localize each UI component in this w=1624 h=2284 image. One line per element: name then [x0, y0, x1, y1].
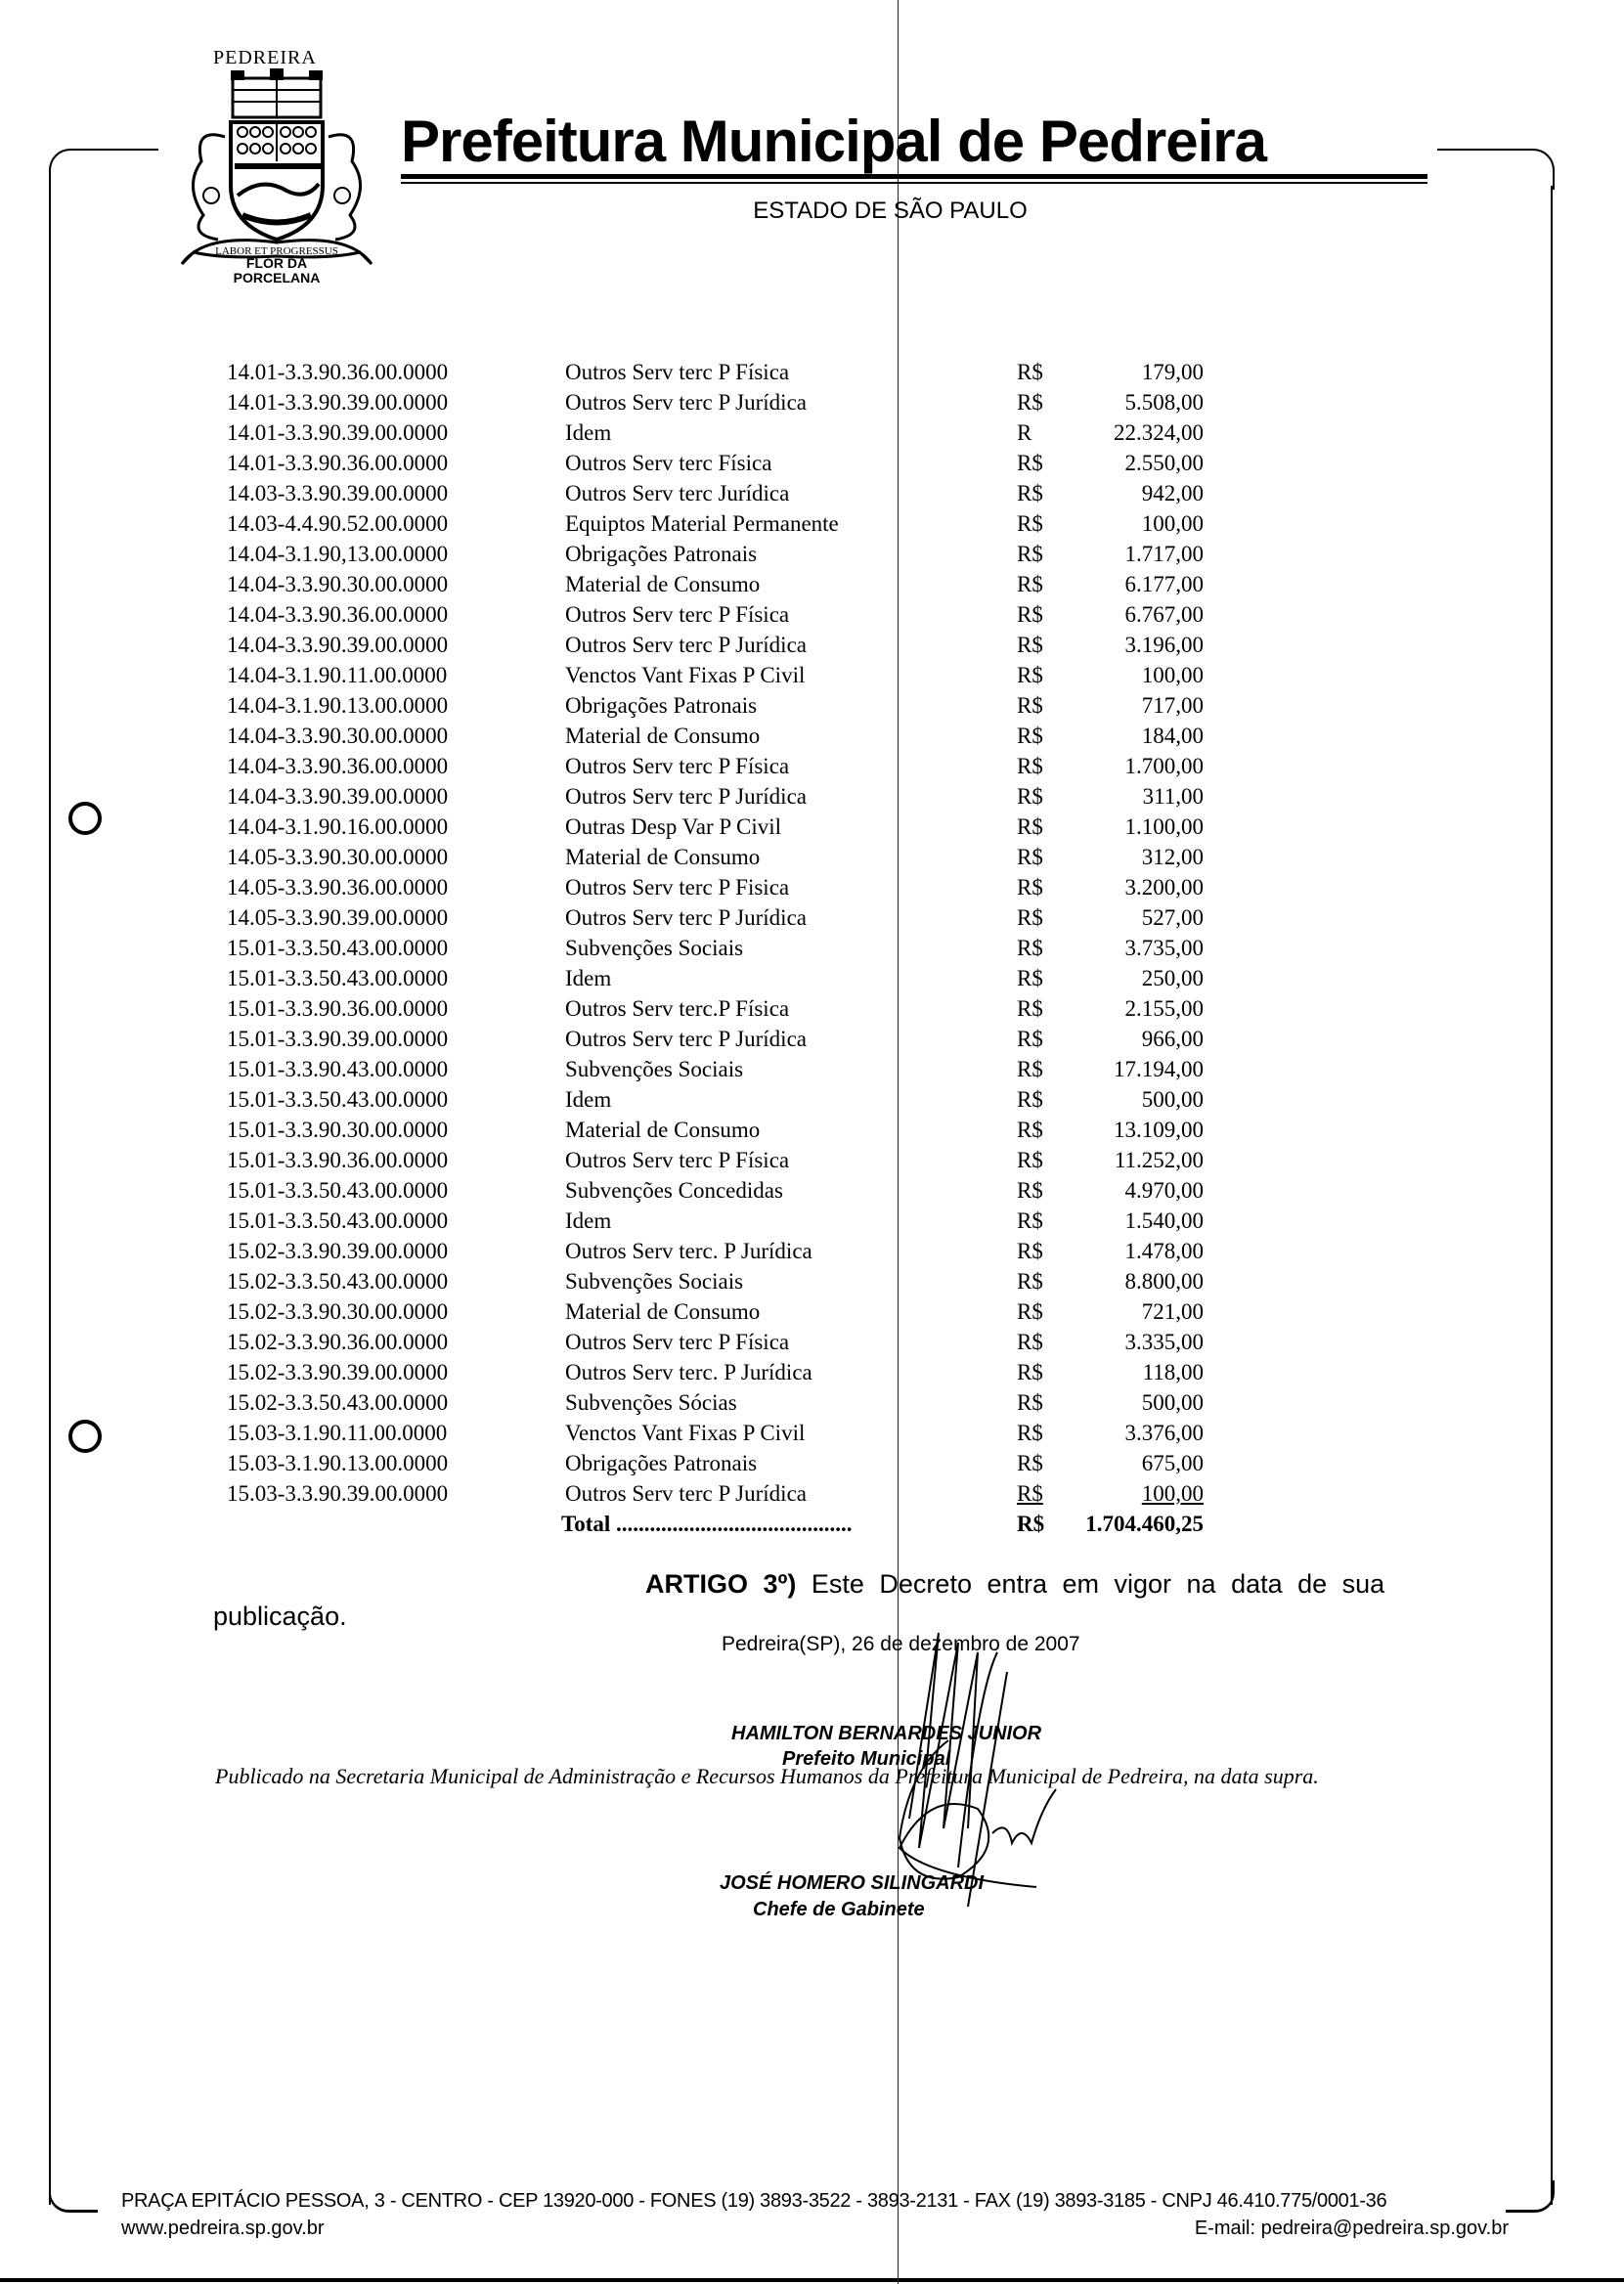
- currency-symbol: R$: [1017, 1027, 1043, 1051]
- amount-value: 250,00: [1141, 966, 1204, 990]
- expense-description: Equiptos Material Permanente: [565, 511, 839, 536]
- expense-description: Subvenções Sociais: [565, 936, 744, 960]
- table-row: [0, 1236, 1624, 1266]
- municipal-crest-logo: [164, 39, 389, 286]
- expense-description: Outros Serv terc.P Física: [565, 996, 790, 1021]
- amount-value: 8.800,00: [1124, 1269, 1204, 1294]
- expense-description: Outros Serv terc P Jurídica: [565, 390, 807, 415]
- table-row: [0, 357, 1624, 387]
- table-row: [0, 993, 1624, 1024]
- table-row: [0, 1418, 1624, 1448]
- table-row: [0, 751, 1624, 781]
- budget-table: [0, 357, 1624, 1539]
- table-row: [0, 902, 1624, 933]
- currency-symbol: R: [1017, 420, 1032, 445]
- amount-value: 1.478,00: [1124, 1239, 1204, 1263]
- currency-symbol: R$: [1017, 1148, 1043, 1172]
- currency-symbol: R$: [1017, 663, 1043, 687]
- table-row: [0, 1115, 1624, 1145]
- account-code: 15.02-3.3.90.36.00.0000: [227, 1330, 449, 1354]
- expense-description: Outros Serv terc Jurídica: [565, 481, 790, 505]
- expense-description: Outros Serv terc. P Jurídica: [565, 1360, 812, 1384]
- account-code: 15.01-3.3.90.43.00.0000: [227, 1057, 449, 1081]
- expense-description: Obrigações Patronais: [565, 542, 758, 566]
- table-row: [0, 872, 1624, 902]
- account-code: 14.04-3.3.90.36.00.0000: [227, 602, 449, 627]
- amount-value: 13.109,00: [1114, 1118, 1204, 1142]
- account-code: 15.01-3.3.50.43.00.0000: [227, 936, 449, 960]
- account-code: 15.01-3.3.50.43.00.0000: [227, 1208, 449, 1233]
- account-code: 14.04-3.3.90.36.00.0000: [227, 754, 449, 778]
- amount-value: 100,00: [1141, 1481, 1204, 1506]
- table-row: [0, 660, 1624, 690]
- table-row: [0, 963, 1624, 993]
- account-code: 15.01-3.3.50.43.00.0000: [227, 1178, 449, 1203]
- amount-value: 22.324,00: [1114, 420, 1204, 445]
- account-code: 15.02-3.3.90.39.00.0000: [227, 1360, 449, 1384]
- table-row: [0, 1266, 1624, 1296]
- expense-description: Venctos Vant Fixas P Civil: [565, 1421, 806, 1445]
- amount-value: 966,00: [1141, 1027, 1204, 1051]
- expense-description: Subvenções Sociais: [565, 1269, 744, 1294]
- table-row: [0, 1084, 1624, 1115]
- amount-value: 500,00: [1141, 1390, 1204, 1415]
- total-label: Total ..........................................: [561, 1512, 853, 1536]
- expense-description: Venctos Vant Fixas P Civil: [565, 663, 806, 687]
- table-row: [0, 842, 1624, 872]
- currency-symbol: R$: [1017, 1390, 1043, 1415]
- expense-description: Outros Serv terc P Física: [565, 1330, 790, 1354]
- expense-description: Outros Serv terc P Jurídica: [565, 1481, 807, 1506]
- expense-description: Material de Consumo: [565, 572, 761, 596]
- account-code: 14.01-3.3.90.39.00.0000: [227, 420, 449, 445]
- account-code: 14.04-3.3.90.30.00.0000: [227, 724, 449, 748]
- artigo-paragraph: [645, 1569, 1388, 1600]
- amount-value: 2.155,00: [1124, 996, 1204, 1021]
- amount-value: 118,00: [1142, 1360, 1204, 1384]
- currency-symbol: R$: [1017, 481, 1043, 505]
- account-code: 14.01-3.3.90.36.00.0000: [227, 451, 449, 475]
- total-amount: 1.704.460,25: [1085, 1512, 1204, 1536]
- crest-name: PEDREIRA: [213, 47, 317, 68]
- amount-value: 184,00: [1141, 724, 1204, 748]
- account-code: 14.01-3.3.90.39.00.0000: [227, 390, 449, 415]
- table-row: [0, 1327, 1624, 1357]
- currency-symbol: R$: [1017, 1057, 1043, 1081]
- currency-symbol: R$: [1017, 1481, 1043, 1506]
- currency-symbol: R$: [1017, 784, 1043, 809]
- account-code: 15.02-3.3.50.43.00.0000: [227, 1269, 449, 1294]
- mayor-title: Prefeito Municipal: [782, 1748, 951, 1770]
- account-code: 14.04-3.3.90.39.00.0000: [227, 633, 449, 657]
- table-row: [0, 781, 1624, 812]
- account-code: 15.03-3.3.90.39.00.0000: [227, 1481, 449, 1506]
- expense-description: Outros Serv terc P Física: [565, 754, 790, 778]
- expense-description: Outros Serv terc Física: [565, 451, 772, 475]
- account-code: 15.01-3.3.90.36.00.0000: [227, 1148, 449, 1172]
- table-row: [0, 1175, 1624, 1206]
- amount-value: 3.200,00: [1124, 875, 1204, 900]
- account-code: 14.05-3.3.90.36.00.0000: [227, 875, 449, 900]
- footer-website-link[interactable]: www.pedreira.sp.gov.br: [121, 2218, 325, 2239]
- currency-symbol: R$: [1017, 451, 1043, 475]
- expense-description: Idem: [565, 966, 612, 990]
- amount-value: 4.970,00: [1124, 1178, 1204, 1203]
- currency-symbol: R$: [1017, 572, 1043, 596]
- currency-symbol: R$: [1017, 724, 1043, 748]
- expense-description: Obrigações Patronais: [565, 1451, 758, 1475]
- currency-symbol: R$: [1017, 542, 1043, 566]
- expense-description: Outras Desp Var P Civil: [565, 814, 782, 839]
- account-code: 14.04-3.1.90.13.00.0000: [227, 693, 449, 718]
- account-code: 15.02-3.3.90.39.00.0000: [227, 1239, 449, 1263]
- crest-motto: LABOR ET PROGRESSUS: [215, 245, 338, 257]
- currency-symbol: R$: [1017, 1208, 1043, 1233]
- header-rule-thin: [401, 182, 1427, 184]
- table-row: [0, 448, 1624, 478]
- account-code: 14.04-3.1.90,13.00.0000: [227, 542, 449, 566]
- total-row: [0, 1509, 1624, 1539]
- currency-symbol: R$: [1017, 1118, 1043, 1142]
- account-code: 15.01-3.3.90.36.00.0000: [227, 996, 449, 1021]
- account-code: 15.01-3.3.90.39.00.0000: [227, 1027, 449, 1051]
- table-row: [0, 387, 1624, 417]
- table-row: [0, 933, 1624, 963]
- table-row: [0, 417, 1624, 448]
- frame-corner-top-left: [49, 149, 158, 190]
- currency-symbol: R$: [1017, 905, 1043, 930]
- budget-rows: [0, 357, 1624, 1509]
- amount-value: 312,00: [1141, 845, 1204, 869]
- amount-value: 6.177,00: [1124, 572, 1204, 596]
- expense-description: Material de Consumo: [565, 845, 761, 869]
- crest-caption-line1: FLOR DA: [245, 255, 308, 271]
- currency-symbol: R$: [1017, 814, 1043, 839]
- currency-symbol: R$: [1017, 633, 1043, 657]
- crest-caption-line2: PORCELANA: [233, 270, 321, 286]
- amount-value: 3.335,00: [1124, 1330, 1204, 1354]
- account-code: 14.05-3.3.90.39.00.0000: [227, 905, 449, 930]
- amount-value: 675,00: [1141, 1451, 1204, 1475]
- mayor-name: HAMILTON BERNARDES JUNIOR: [731, 1723, 1042, 1744]
- currency-symbol: R$: [1017, 602, 1043, 627]
- footer-email-link[interactable]: E-mail: pedreira@pedreira.sp.gov.br: [1194, 2218, 1509, 2239]
- table-row: [0, 569, 1624, 599]
- header-rule-thick: [401, 174, 1427, 179]
- currency-symbol: R$: [1017, 1360, 1043, 1384]
- table-row: [0, 721, 1624, 751]
- currency-symbol: R$: [1017, 1178, 1043, 1203]
- table-row: [0, 1357, 1624, 1387]
- frame-corner-bottom-right: [1506, 2180, 1555, 2213]
- footer-address: PRAÇA EPITÁCIO PESSOA, 3 - CENTRO - CEP 13920-000 - FONES (19) 3893-3522 - 3893-2131 - FAX (19) 3893-3185 - CNPJ 46.410.775/0001-36: [121, 2190, 1387, 2212]
- account-code: 14.05-3.3.90.30.00.0000: [227, 845, 449, 869]
- expense-description: Material de Consumo: [565, 1118, 761, 1142]
- amount-value: 17.194,00: [1114, 1057, 1204, 1081]
- table-row: [0, 1024, 1624, 1054]
- currency-symbol: R$: [1017, 360, 1043, 384]
- currency-symbol: R$: [1017, 511, 1043, 536]
- currency-symbol: R$: [1017, 1451, 1043, 1475]
- currency-symbol: R$: [1017, 754, 1043, 778]
- amount-value: 5.508,00: [1124, 390, 1204, 415]
- amount-value: 721,00: [1141, 1299, 1204, 1324]
- amount-value: 3.735,00: [1124, 936, 1204, 960]
- account-code: 15.01-3.3.90.30.00.0000: [227, 1118, 449, 1142]
- amount-value: 6.767,00: [1124, 602, 1204, 627]
- currency-symbol: R$: [1017, 1239, 1043, 1263]
- amount-value: 1.540,00: [1124, 1208, 1204, 1233]
- expense-description: Outros Serv terc P Jurídica: [565, 633, 807, 657]
- currency-symbol: R$: [1017, 1087, 1043, 1112]
- page-bottom-edge: [0, 2278, 1624, 2282]
- amount-value: 1.717,00: [1124, 542, 1204, 566]
- publication-note: Publicado na Secretaria Municipal de Administração e Recursos Humanos da Prefeitura Municipal de Pedreira, na data supra.: [215, 1764, 1319, 1788]
- currency-symbol: R$: [1017, 1330, 1043, 1354]
- artigo-continuation: publicação.: [213, 1602, 347, 1631]
- currency-symbol: R$: [1017, 390, 1043, 415]
- frame-corner-bottom-left: [49, 2180, 98, 2213]
- amount-value: 100,00: [1141, 663, 1204, 687]
- amount-value: 1.100,00: [1124, 814, 1204, 839]
- letterhead-subtitle: ESTADO DE SÃO PAULO: [753, 198, 1028, 224]
- expense-description: Outros Serv terc P Jurídica: [565, 905, 807, 930]
- expense-description: Idem: [565, 420, 612, 445]
- table-row: [0, 812, 1624, 842]
- artigo-label: ARTIGO 3º): [645, 1569, 797, 1599]
- amount-value: 100,00: [1141, 511, 1204, 536]
- amount-value: 2.550,00: [1124, 451, 1204, 475]
- currency-symbol: R$: [1017, 845, 1043, 869]
- table-row: [0, 1296, 1624, 1327]
- expense-description: Idem: [565, 1087, 612, 1112]
- expense-description: Obrigações Patronais: [565, 693, 758, 718]
- expense-description: Outros Serv terc P Física: [565, 360, 790, 384]
- account-code: 15.03-3.1.90.13.00.0000: [227, 1451, 449, 1475]
- table-row: [0, 1448, 1624, 1478]
- table-row: [0, 1206, 1624, 1236]
- table-row: [0, 1478, 1624, 1509]
- amount-value: 11.252,00: [1114, 1148, 1204, 1172]
- table-row: [0, 1387, 1624, 1418]
- expense-description: Subvenções Concedidas: [565, 1178, 783, 1203]
- currency-symbol: R$: [1017, 1269, 1043, 1294]
- chief-name: JOSÉ HOMERO SILINGARDI: [720, 1872, 985, 1894]
- currency-symbol: R$: [1017, 936, 1043, 960]
- expense-description: Outros Serv terc P Física: [565, 1148, 790, 1172]
- table-row: [0, 630, 1624, 660]
- account-code: 15.02-3.3.90.30.00.0000: [227, 1299, 449, 1324]
- chief-title: Chefe de Gabinete: [753, 1899, 925, 1920]
- currency-symbol: R$: [1017, 996, 1043, 1021]
- total-currency: R$: [1017, 1512, 1045, 1536]
- amount-value: 527,00: [1141, 905, 1204, 930]
- expense-description: Outros Serv terc P Jurídica: [565, 784, 807, 809]
- amount-value: 3.196,00: [1124, 633, 1204, 657]
- account-code: 14.01-3.3.90.36.00.0000: [227, 360, 449, 384]
- artigo-text: Este Decreto entra em vigor na data de sua: [811, 1569, 1385, 1599]
- date-line: Pedreira(SP), 26 de dezembro de 2007: [722, 1633, 1080, 1655]
- expense-description: Material de Consumo: [565, 1299, 761, 1324]
- coat-of-arms-icon: [164, 68, 389, 274]
- table-row: [0, 508, 1624, 539]
- account-code: 14.03-4.4.90.52.00.0000: [227, 511, 449, 536]
- currency-symbol: R$: [1017, 1299, 1043, 1324]
- expense-description: Outros Serv terc P Fisica: [565, 875, 790, 900]
- amount-value: 717,00: [1141, 693, 1204, 718]
- expense-description: Subvenções Sócias: [565, 1390, 737, 1415]
- table-row: [0, 1054, 1624, 1084]
- expense-description: Outros Serv terc P Física: [565, 602, 790, 627]
- account-code: 14.04-3.1.90.11.00.0000: [227, 663, 448, 687]
- currency-symbol: R$: [1017, 966, 1043, 990]
- account-code: 14.04-3.3.90.39.00.0000: [227, 784, 449, 809]
- account-code: 14.04-3.1.90.16.00.0000: [227, 814, 449, 839]
- amount-value: 1.700,00: [1124, 754, 1204, 778]
- amount-value: 311,00: [1142, 784, 1204, 809]
- currency-symbol: R$: [1017, 693, 1043, 718]
- table-row: [0, 599, 1624, 630]
- table-row: [0, 539, 1624, 569]
- account-code: 14.03-3.3.90.39.00.0000: [227, 481, 449, 505]
- currency-symbol: R$: [1017, 875, 1043, 900]
- amount-value: 3.376,00: [1124, 1421, 1204, 1445]
- table-row: [0, 478, 1624, 508]
- frame-corner-top-right: [1437, 149, 1555, 190]
- table-row: [0, 690, 1624, 721]
- amount-value: 942,00: [1141, 481, 1204, 505]
- account-code: 15.01-3.3.50.43.00.0000: [227, 966, 449, 990]
- amount-value: 500,00: [1141, 1087, 1204, 1112]
- letterhead-title: Prefeitura Municipal de Pedreira: [401, 109, 1266, 174]
- expense-description: Material de Consumo: [565, 724, 761, 748]
- expense-description: Outros Serv terc. P Jurídica: [565, 1239, 812, 1263]
- account-code: 15.03-3.1.90.11.00.0000: [227, 1421, 448, 1445]
- expense-description: Subvenções Sociais: [565, 1057, 744, 1081]
- table-row: [0, 1145, 1624, 1175]
- expense-description: Idem: [565, 1208, 612, 1233]
- account-code: 15.02-3.3.50.43.00.0000: [227, 1390, 449, 1415]
- expense-description: Outros Serv terc P Jurídica: [565, 1027, 807, 1051]
- account-code: 15.01-3.3.50.43.00.0000: [227, 1087, 449, 1112]
- amount-value: 179,00: [1141, 360, 1204, 384]
- account-code: 14.04-3.3.90.30.00.0000: [227, 572, 449, 596]
- currency-symbol: R$: [1017, 1421, 1043, 1445]
